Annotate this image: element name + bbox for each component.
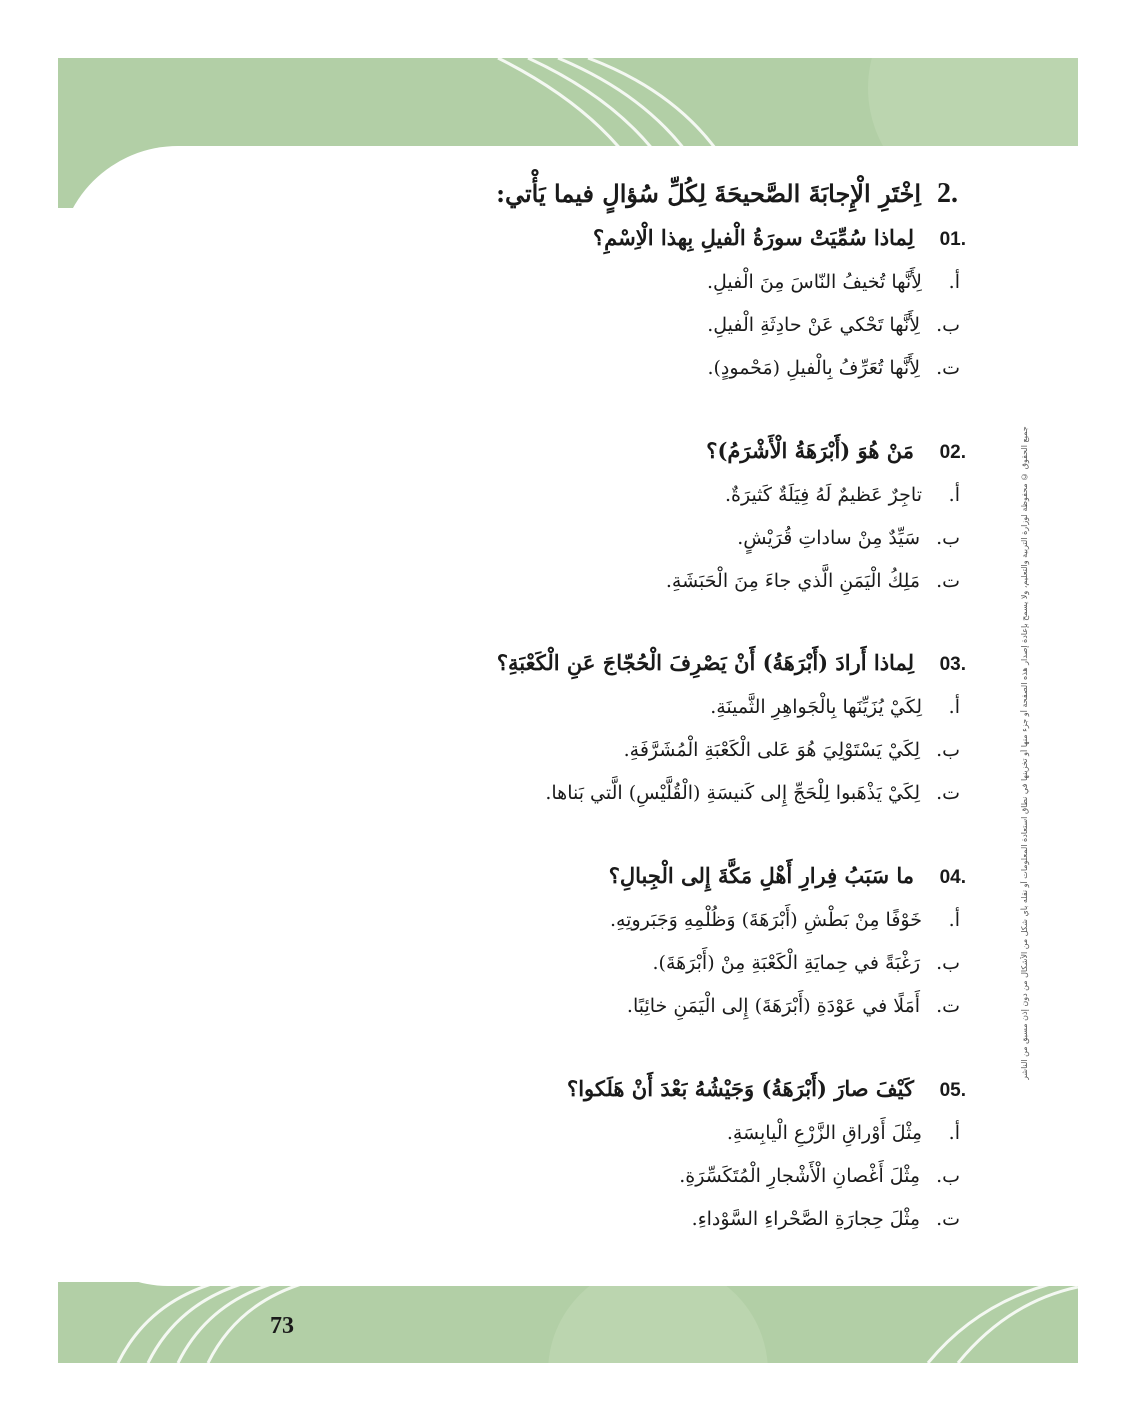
copyright-side-note: جميع الحقوق © محفوظة لوزارة التربية والتعليم، ولا يسمح بإعادة إصدار هذه الصفحة أو جزء منها أو تخزينها في نطاق استعادة المعلومات أو نقله بأي شكل من الأشكال من دون إذن مسبق من الناشر bbox=[1020, 426, 1029, 1080]
option-t[interactable] bbox=[266, 772, 960, 815]
option-letter: ب. bbox=[936, 952, 960, 974]
option-letter: ب. bbox=[936, 527, 960, 549]
question-text: ما سَبَبُ فِرارِ أَهْلِ مَكَّةَ إِلى الْجِبالِ؟ bbox=[608, 863, 914, 888]
question-01 bbox=[266, 225, 966, 390]
option-letter: ت. bbox=[936, 570, 960, 592]
question-header bbox=[266, 1076, 966, 1102]
question-04 bbox=[266, 863, 966, 1028]
option-text: خَوْفًا مِنْ بَطْشِ (أَبْرَهَةَ) وَظُلْمِهِ وَجَبَروتِهِ. bbox=[609, 909, 922, 931]
option-letter: ت. bbox=[936, 357, 960, 379]
question-header bbox=[266, 438, 966, 464]
option-text: مِثْلَ أَغْصانِ الْأَشْجارِ الْمُتَكَسِّرَةِ. bbox=[679, 1165, 921, 1187]
option-letter: أ. bbox=[948, 696, 960, 718]
question-text: مَنْ هُوَ (أَبْرَهَةُ الْأَشْرَمُ)؟ bbox=[706, 438, 914, 463]
option-t[interactable] bbox=[266, 347, 960, 390]
option-b[interactable] bbox=[266, 1155, 960, 1198]
option-text: أَمَلًا في عَوْدَةِ (أَبْرَهَةَ) إِلى الْيَمَنِ خائِبًا. bbox=[626, 995, 921, 1017]
option-letter: أ. bbox=[948, 271, 960, 293]
option-text: لِأَنَّها تُخيفُ النّاسَ مِنَ الْفيلِ. bbox=[706, 271, 922, 293]
question-number: 01. bbox=[939, 229, 966, 250]
question-05 bbox=[266, 1076, 966, 1241]
question-number: 02. bbox=[939, 442, 966, 463]
option-text: لِكَيْ يَسْتَوْلِيَ هُوَ عَلى الْكَعْبَةِ الْمُشَرَّفَةِ. bbox=[623, 739, 921, 761]
option-b[interactable] bbox=[266, 942, 960, 985]
option-letter: ب. bbox=[936, 739, 960, 761]
question-text: لِماذا سُمِّيَتْ سورَةُ الْفيلِ بِهذا الْاِسْمِ؟ bbox=[593, 225, 914, 250]
option-b[interactable] bbox=[266, 517, 960, 560]
option-a[interactable] bbox=[266, 261, 960, 304]
options-list bbox=[266, 261, 966, 390]
page-number: 73 bbox=[270, 1313, 294, 1339]
option-t[interactable] bbox=[266, 985, 960, 1028]
options-list bbox=[266, 474, 966, 603]
question-02 bbox=[266, 438, 966, 603]
question-number: 04. bbox=[939, 867, 966, 888]
option-letter: أ. bbox=[948, 484, 960, 506]
option-letter: ت. bbox=[936, 1208, 960, 1230]
option-text: مِثْلَ أَوْراقِ الزَّرْعِ الْيابِسَةِ. bbox=[726, 1122, 922, 1144]
option-letter: ب. bbox=[936, 314, 960, 336]
option-letter: أ. bbox=[948, 1122, 960, 1144]
option-a[interactable] bbox=[266, 686, 960, 729]
question-header bbox=[266, 863, 966, 889]
question-number: 03. bbox=[939, 654, 966, 675]
option-letter: ت. bbox=[936, 782, 960, 804]
question-text: كَيْفَ صارَ (أَبْرَهَةُ) وَجَيْشُهُ بَعْدَ أَنْ هَلَكوا؟ bbox=[567, 1076, 914, 1101]
option-text: لِكَيْ يُزَيِّنَها بِالْجَواهِرِ الثَّمينَةِ. bbox=[710, 696, 922, 718]
question-text: لِماذا أَرادَ (أَبْرَهَةُ) أَنْ يَصْرِفَ الْحُجّاجَ عَنِ الْكَعْبَةِ؟ bbox=[496, 650, 914, 675]
option-letter: ت. bbox=[936, 995, 960, 1017]
question-number: 05. bbox=[939, 1080, 966, 1101]
instruction-number: 2. bbox=[937, 178, 958, 209]
option-t[interactable] bbox=[266, 560, 960, 603]
option-text: لِأَنَّها تُعَرِّفُ بِالْفيلِ (مَحْمودٍ). bbox=[707, 357, 921, 379]
question-header bbox=[266, 225, 966, 251]
option-letter: أ. bbox=[948, 909, 960, 931]
option-b[interactable] bbox=[266, 304, 960, 347]
option-text: رَغْبَةً في حِمايَةِ الْكَعْبَةِ مِنْ (أَبْرَهَةَ). bbox=[652, 952, 921, 974]
options-list bbox=[266, 899, 966, 1028]
option-text: سَيِّدٌ مِنْ ساداتِ قُرَيْشٍ. bbox=[737, 527, 921, 549]
option-letter: ب. bbox=[936, 1165, 960, 1187]
option-a[interactable] bbox=[266, 899, 960, 942]
instruction-text: اِخْتَرِ الْإِجابَةَ الصَّحيحَةَ لِكُلِّ سُؤالٍ فيما يَأْتي: bbox=[496, 179, 921, 208]
option-t[interactable] bbox=[266, 1198, 960, 1241]
option-text: لِأَنَّها تَحْكي عَنْ حادِثَةِ الْفيلِ. bbox=[707, 314, 921, 336]
option-text: لِكَيْ يَذْهَبوا لِلْحَجِّ إِلى كَنيسَةِ (الْقُلَّيْسِ) الَّتي بَناها. bbox=[545, 782, 921, 804]
instruction bbox=[496, 178, 958, 210]
option-text: مَلِكُ الْيَمَنِ الَّذي جاءَ مِنَ الْحَبَشَةِ. bbox=[665, 570, 921, 592]
option-b[interactable] bbox=[266, 729, 960, 772]
option-a[interactable] bbox=[266, 474, 960, 517]
option-text: مِثْلَ حِجارَةِ الصَّحْراءِ السَّوْداءِ. bbox=[691, 1208, 921, 1230]
question-03 bbox=[266, 650, 966, 815]
option-text: تاجِرٌ عَظيمٌ لَهُ فِيَلَةٌ كَثيرَةٌ. bbox=[724, 484, 922, 506]
options-list bbox=[266, 686, 966, 815]
question-header bbox=[266, 650, 966, 676]
option-a[interactable] bbox=[266, 1112, 960, 1155]
options-list bbox=[266, 1112, 966, 1241]
